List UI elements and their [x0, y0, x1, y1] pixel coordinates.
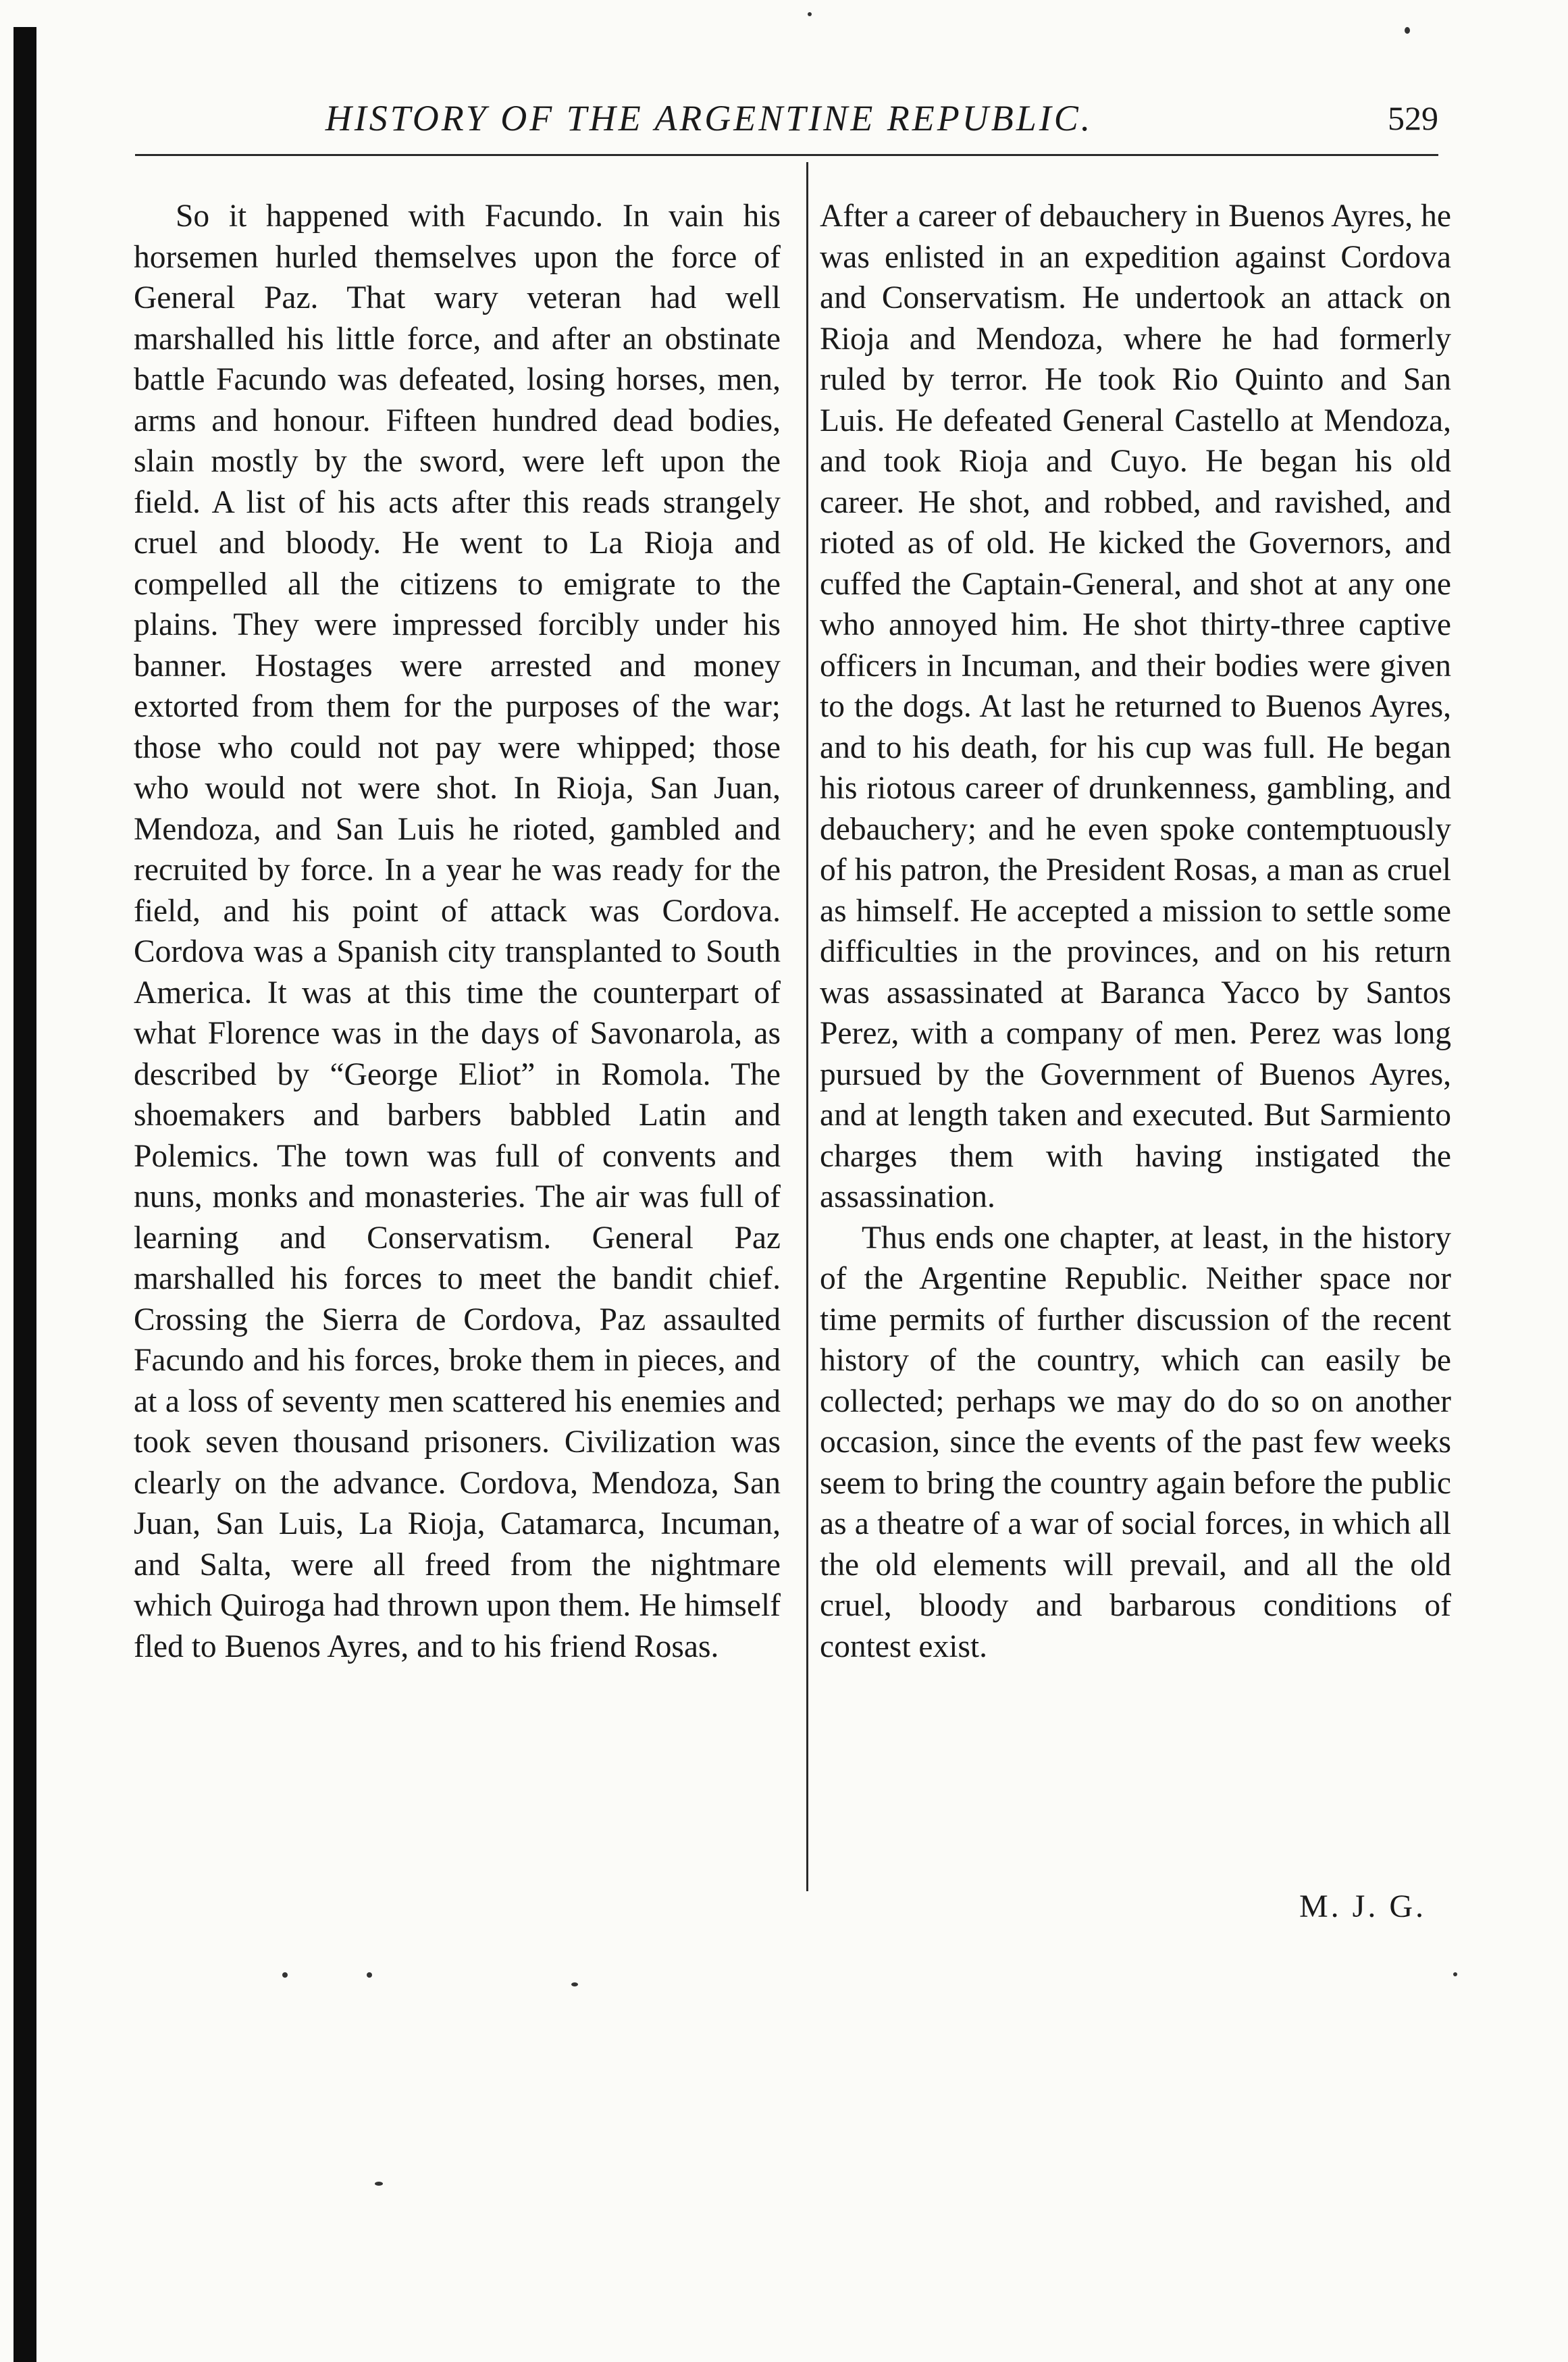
left-paragraph-1: So it happened with Facundo. In vain his horsemen hurled themselves upon the force of General Paz. That wary veteran had well marshalled his little force, and after an obstinate battle Facundo was defeated, losing horses, men, arms and honour. Fifteen hundred dead bodies, slain mostly by the sword, were left upon the field. A list of his acts after this reads strangely cruel and bloody. He went to La Rioja and compelled all the citizens to emigrate to the plains. They were impressed forcibly under his banner. Hostages were arrested and money extorted from them for the purposes of the war; those who could not pay were whipped; those who would not were shot. In Rioja, San Juan, Mendoza, and San Luis he rioted, gambled and recruited by force. In a year he was ready for the field, and his point of attack was Cordova. Cordova was a Spanish city transplanted to South America. It was at this time the counterpart of what Florence was in the days of Savonarola, as described by “George Eliot” in Romola. The shoemakers and barbers babbled Latin and Polemics. The town was full of convents and nuns, monks and monasteries. The air was full of learning and Conservatism. General Paz marshalled his forces to meet the bandit chief. Crossing the Sierra de Cordova, Paz assaulted Facundo and his forces, broke them in pieces, and at a loss of seventy men scattered his enemies and took seven thousand prisoners. Civilization was clearly on the advance. Cordova, Mendoza, San Juan, San Luis, La Rioja, Catamarca, Incuman, and Salta, were all freed from the nightmare which Quiroga had thrown upon them. He himself fled to Buenos Ayres, and to his friend Rosas.	[134, 199, 781, 1664]
author-signature: M. J. G.	[1299, 1889, 1426, 1924]
print-speck	[375, 2182, 383, 2186]
page-header	[135, 88, 1438, 149]
print-speck	[1405, 27, 1410, 34]
print-speck	[367, 1972, 372, 1978]
right-paragraph-2: Thus ends one chapter, at least, in the history of the Argentine Republic. Neither space nor time permits of further discussion of the recent history of the country, which can easily be collected; perhaps we may do do so on another occasion, since the events of the past few weeks seem to bring the country again before the public as a theatre of a war of social forces, in which all the old elements will prevail, and all the old cruel, bloody and barbarous conditions of contest exist.	[820, 1220, 1451, 1664]
print-speck	[571, 1982, 578, 1986]
right-column	[820, 196, 1451, 1667]
header-rule	[135, 154, 1438, 156]
column-divider	[806, 162, 808, 1891]
print-speck	[282, 1972, 288, 1978]
left-column	[134, 196, 781, 1667]
right-paragraph-1: After a career of debauchery in Buenos Ayres, he was enlisted in an expedition against Cordova and Conservatism. He undertook an attack on Rioja and Mendoza, where he had formerly ruled by terror. He took Rio Quinto and San Luis. He defeated General Castello at Mendoza, and took Rioja and Cuyo. He began his old career. He shot, and robbed, and ravished, and rioted as of old. He kicked the Governors, and cuffed the Captain-General, and shot at any one who annoyed him. He shot thirty-three captive officers in Incuman, and their bodies were given to the dogs. At last he returned to Buenos Ayres, and to his death, for his cup was full. He began his riotous career of drunkenness, gambling, and debauchery; and he even spoke contemptuously of his patron, the President Rosas, a man as cruel as himself. He accepted a mission to settle some difficulties in the provinces, and on his return was assassinated at Baranca Yacco by Santos Perez, with a company of men. Perez was long pursued by the Government of Buenos Ayres, and at length taken and executed. But Sarmiento charges them with having instigated the assassination.	[820, 199, 1451, 1214]
page-number: 529	[1388, 99, 1438, 137]
print-speck	[808, 12, 812, 16]
binding-edge	[14, 27, 36, 2362]
print-speck	[1453, 1972, 1457, 1976]
running-head: HISTORY OF THE ARGENTINE REPUBLIC.	[325, 98, 1093, 138]
